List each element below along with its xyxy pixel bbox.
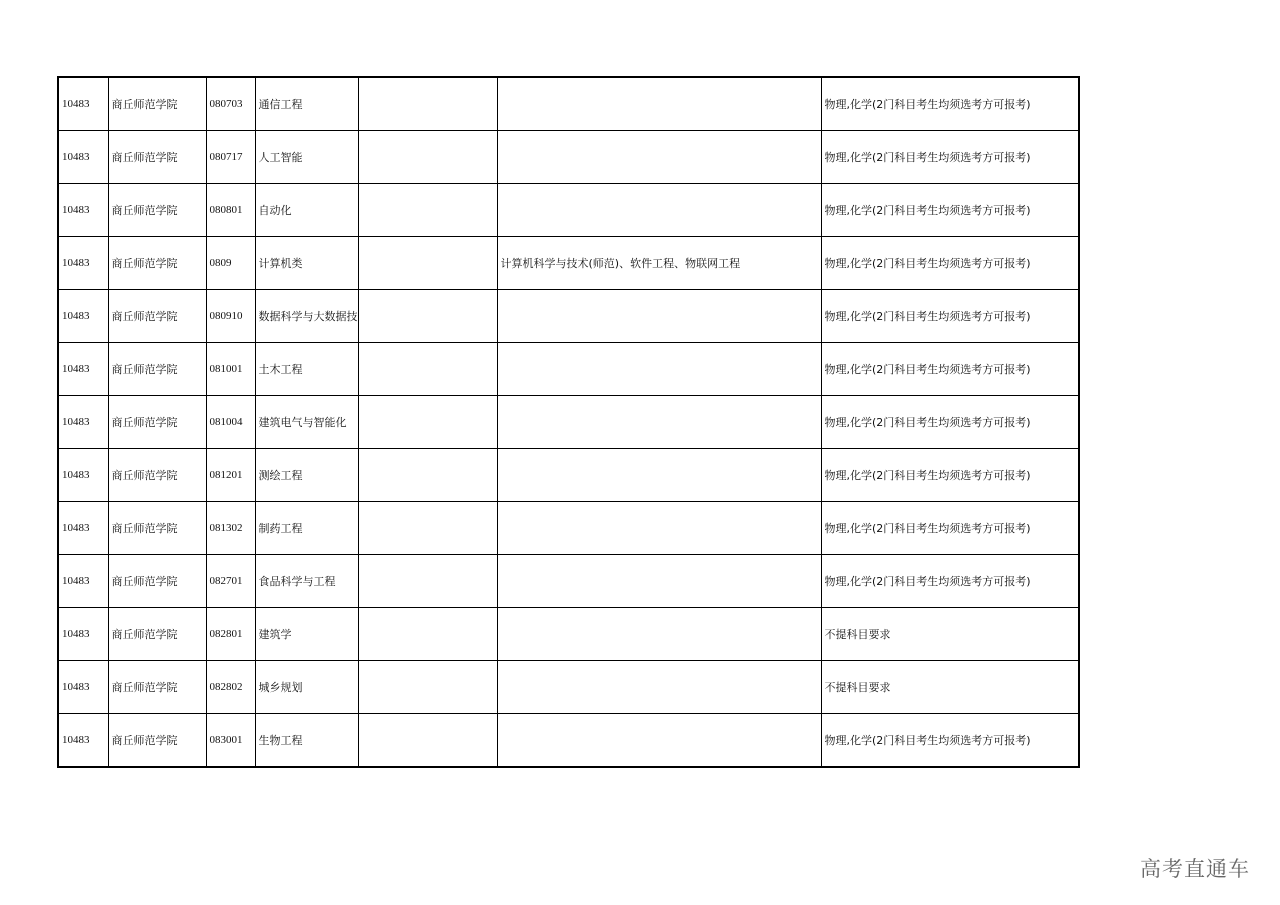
subject-requirement-cell: 物理,化学(2门科目考生均须选考方可报考) xyxy=(821,449,1079,502)
note-cell xyxy=(358,396,497,449)
note-cell xyxy=(358,290,497,343)
school-name-cell: 商丘师范学院 xyxy=(108,343,206,396)
note-cell xyxy=(358,77,497,131)
major-name-cell: 制药工程 xyxy=(255,502,358,555)
included-majors-cell xyxy=(497,396,821,449)
table-row xyxy=(58,396,1079,449)
school-name-cell: 商丘师范学院 xyxy=(108,555,206,608)
subject-requirement-cell: 物理,化学(2门科目考生均须选考方可报考) xyxy=(821,131,1079,184)
table-row xyxy=(58,131,1079,184)
subject-requirement-cell: 物理,化学(2门科目考生均须选考方可报考) xyxy=(821,502,1079,555)
note-cell xyxy=(358,661,497,714)
subject-requirement-cell: 物理,化学(2门科目考生均须选考方可报考) xyxy=(821,396,1079,449)
major-name-cell: 建筑电气与智能化 xyxy=(255,396,358,449)
included-majors-cell xyxy=(497,608,821,661)
table-row xyxy=(58,608,1079,661)
major-code-cell: 083001 xyxy=(206,714,255,768)
major-name-cell: 人工智能 xyxy=(255,131,358,184)
school-name-cell: 商丘师范学院 xyxy=(108,131,206,184)
note-cell xyxy=(358,555,497,608)
requirements-table xyxy=(57,76,1080,768)
school-name-cell: 商丘师范学院 xyxy=(108,184,206,237)
note-cell xyxy=(358,608,497,661)
major-name-cell: 数据科学与大数据技 xyxy=(255,290,358,343)
watermark-text: 高考直通车 xyxy=(1140,857,1250,881)
subject-requirement-cell: 不提科目要求 xyxy=(821,608,1079,661)
major-name-cell: 建筑学 xyxy=(255,608,358,661)
major-code-cell: 082701 xyxy=(206,555,255,608)
table-row xyxy=(58,449,1079,502)
school-name-cell: 商丘师范学院 xyxy=(108,502,206,555)
major-name-cell: 土木工程 xyxy=(255,343,358,396)
subject-requirement-cell: 物理,化学(2门科目考生均须选考方可报考) xyxy=(821,555,1079,608)
subject-requirement-cell: 物理,化学(2门科目考生均须选考方可报考) xyxy=(821,237,1079,290)
major-code-cell: 081004 xyxy=(206,396,255,449)
included-majors-cell xyxy=(497,661,821,714)
subject-requirement-cell: 物理,化学(2门科目考生均须选考方可报考) xyxy=(821,343,1079,396)
included-majors-cell xyxy=(497,290,821,343)
school-code-cell: 10483 xyxy=(58,131,108,184)
table-row xyxy=(58,555,1079,608)
included-majors-cell xyxy=(497,502,821,555)
school-name-cell: 商丘师范学院 xyxy=(108,290,206,343)
school-name-cell: 商丘师范学院 xyxy=(108,396,206,449)
included-majors-cell xyxy=(497,449,821,502)
note-cell xyxy=(358,714,497,768)
major-code-cell: 080703 xyxy=(206,77,255,131)
major-code-cell: 081201 xyxy=(206,449,255,502)
school-code-cell: 10483 xyxy=(58,502,108,555)
included-majors-cell: 计算机科学与技术(师范)、软件工程、物联网工程 xyxy=(497,237,821,290)
major-name-cell: 城乡规划 xyxy=(255,661,358,714)
included-majors-cell xyxy=(497,131,821,184)
subject-requirement-cell: 物理,化学(2门科目考生均须选考方可报考) xyxy=(821,290,1079,343)
school-code-cell: 10483 xyxy=(58,396,108,449)
major-code-cell: 081001 xyxy=(206,343,255,396)
school-code-cell: 10483 xyxy=(58,608,108,661)
major-name-cell: 食品科学与工程 xyxy=(255,555,358,608)
school-code-cell: 10483 xyxy=(58,714,108,768)
included-majors-cell xyxy=(497,77,821,131)
school-code-cell: 10483 xyxy=(58,449,108,502)
school-code-cell: 10483 xyxy=(58,237,108,290)
note-cell xyxy=(358,131,497,184)
subject-requirement-cell: 物理,化学(2门科目考生均须选考方可报考) xyxy=(821,184,1079,237)
table-row xyxy=(58,237,1079,290)
subject-requirement-cell: 物理,化学(2门科目考生均须选考方可报考) xyxy=(821,77,1079,131)
major-code-cell: 081302 xyxy=(206,502,255,555)
major-name-cell: 通信工程 xyxy=(255,77,358,131)
school-code-cell: 10483 xyxy=(58,555,108,608)
note-cell xyxy=(358,184,497,237)
school-name-cell: 商丘师范学院 xyxy=(108,237,206,290)
major-code-cell: 082801 xyxy=(206,608,255,661)
table-row xyxy=(58,714,1079,768)
major-code-cell: 080910 xyxy=(206,290,255,343)
major-code-cell: 082802 xyxy=(206,661,255,714)
subject-requirement-cell: 不提科目要求 xyxy=(821,661,1079,714)
table-row xyxy=(58,502,1079,555)
major-code-cell: 080717 xyxy=(206,131,255,184)
school-code-cell: 10483 xyxy=(58,290,108,343)
major-code-cell: 080801 xyxy=(206,184,255,237)
school-code-cell: 10483 xyxy=(58,184,108,237)
school-name-cell: 商丘师范学院 xyxy=(108,661,206,714)
table-row xyxy=(58,184,1079,237)
table-row xyxy=(58,290,1079,343)
included-majors-cell xyxy=(497,184,821,237)
school-name-cell: 商丘师范学院 xyxy=(108,608,206,661)
note-cell xyxy=(358,237,497,290)
school-code-cell: 10483 xyxy=(58,661,108,714)
major-name-cell: 测绘工程 xyxy=(255,449,358,502)
included-majors-cell xyxy=(497,555,821,608)
note-cell xyxy=(358,343,497,396)
school-name-cell: 商丘师范学院 xyxy=(108,77,206,131)
school-code-cell: 10483 xyxy=(58,343,108,396)
major-name-cell: 计算机类 xyxy=(255,237,358,290)
note-cell xyxy=(358,502,497,555)
school-name-cell: 商丘师范学院 xyxy=(108,449,206,502)
table-row xyxy=(58,661,1079,714)
major-code-cell: 0809 xyxy=(206,237,255,290)
note-cell xyxy=(358,449,497,502)
subject-requirement-cell: 物理,化学(2门科目考生均须选考方可报考) xyxy=(821,714,1079,768)
included-majors-cell xyxy=(497,343,821,396)
major-name-cell: 生物工程 xyxy=(255,714,358,768)
table-row xyxy=(58,343,1079,396)
table-body xyxy=(58,77,1079,767)
included-majors-cell xyxy=(497,714,821,768)
major-name-cell: 自动化 xyxy=(255,184,358,237)
school-code-cell: 10483 xyxy=(58,77,108,131)
table-row xyxy=(58,77,1079,131)
school-name-cell: 商丘师范学院 xyxy=(108,714,206,768)
